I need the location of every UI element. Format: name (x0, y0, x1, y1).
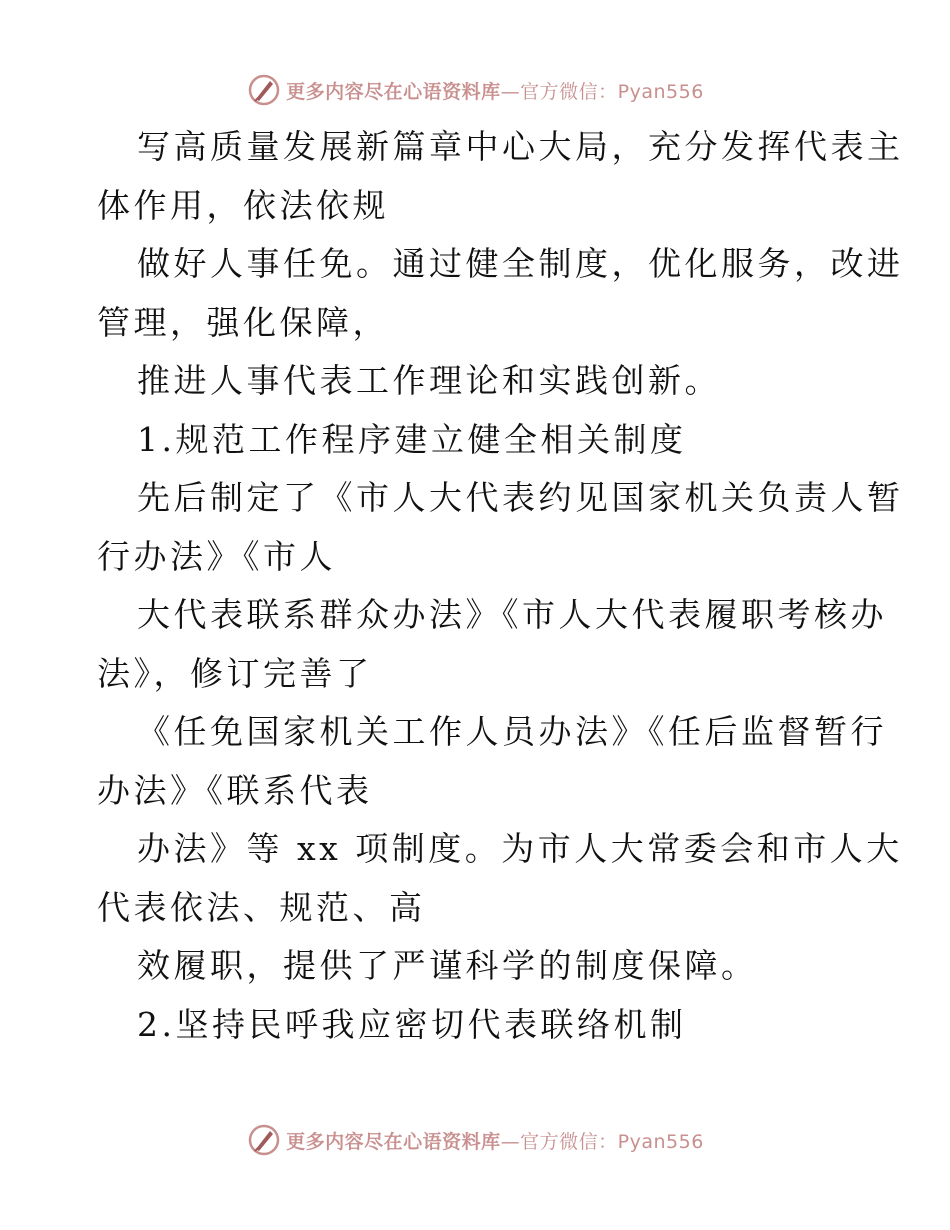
paragraph-line: 《任免国家机关工作人员办法》《任后监督暂行 (137, 712, 887, 751)
paragraph-line: 做好人事任免。通过健全制度，优化服务，改进 (137, 244, 904, 283)
footer-watermark (0, 1120, 950, 1160)
paragraph-line: 体作用，依法依规 (97, 185, 389, 225)
paragraph (97, 118, 904, 235)
section-heading (97, 411, 857, 470)
watermark-separator: — (500, 1130, 521, 1153)
paragraph-line: 推进人事代表工作理论和实践创新。 (137, 361, 721, 400)
watermark-text (286, 77, 704, 104)
watermark-brand: 更多内容尽在心语资料库 (286, 1130, 501, 1153)
paragraph-line: 先后制定了《市人大代表约见国家机关负责人暂 (137, 478, 904, 517)
paragraph-line: 大代表联系群众办法》《市人大代表履职考核办 (137, 595, 887, 634)
paragraph-line: 效履职，提供了严谨科学的制度保障。 (137, 946, 758, 985)
watermark-wechat: 官方微信：Pyan556 (520, 1130, 704, 1153)
paragraph (97, 703, 887, 820)
paragraph-line: 代表依法、规范、高 (97, 887, 426, 927)
paragraph-line: 行办法》《市人 (97, 536, 336, 576)
document-body (97, 118, 904, 1054)
paragraph (97, 352, 857, 411)
paragraph-line: 法》，修订完善了 (97, 653, 373, 693)
quill-pen-logo-icon (246, 1122, 282, 1158)
paragraph (97, 586, 887, 703)
section-heading-text: 2.坚持民呼我应密切代表联络机制 (137, 1004, 687, 1044)
header-watermark (0, 70, 950, 110)
paragraph-line: 办法》等 xx 项制度。为市人大常委会和市人大 (137, 829, 903, 868)
paragraph-line: 办法》《联系代表 (97, 770, 373, 810)
paragraph-line: 管理，强化保障， (97, 302, 389, 342)
watermark-text (286, 1127, 704, 1154)
quill-pen-logo-icon (246, 72, 282, 108)
section-heading-text: 1.规范工作程序建立健全相关制度 (137, 419, 687, 459)
watermark-brand: 更多内容尽在心语资料库 (286, 80, 501, 103)
watermark-wechat: 官方微信：Pyan556 (520, 80, 704, 103)
paragraph (97, 937, 857, 996)
paragraph-line: 写高质量发展新篇章中心大局，充分发挥代表主 (137, 127, 904, 166)
paragraph (97, 235, 904, 352)
paragraph (97, 820, 903, 937)
section-heading (97, 996, 857, 1055)
paragraph (97, 469, 904, 586)
watermark-separator: — (500, 80, 521, 103)
